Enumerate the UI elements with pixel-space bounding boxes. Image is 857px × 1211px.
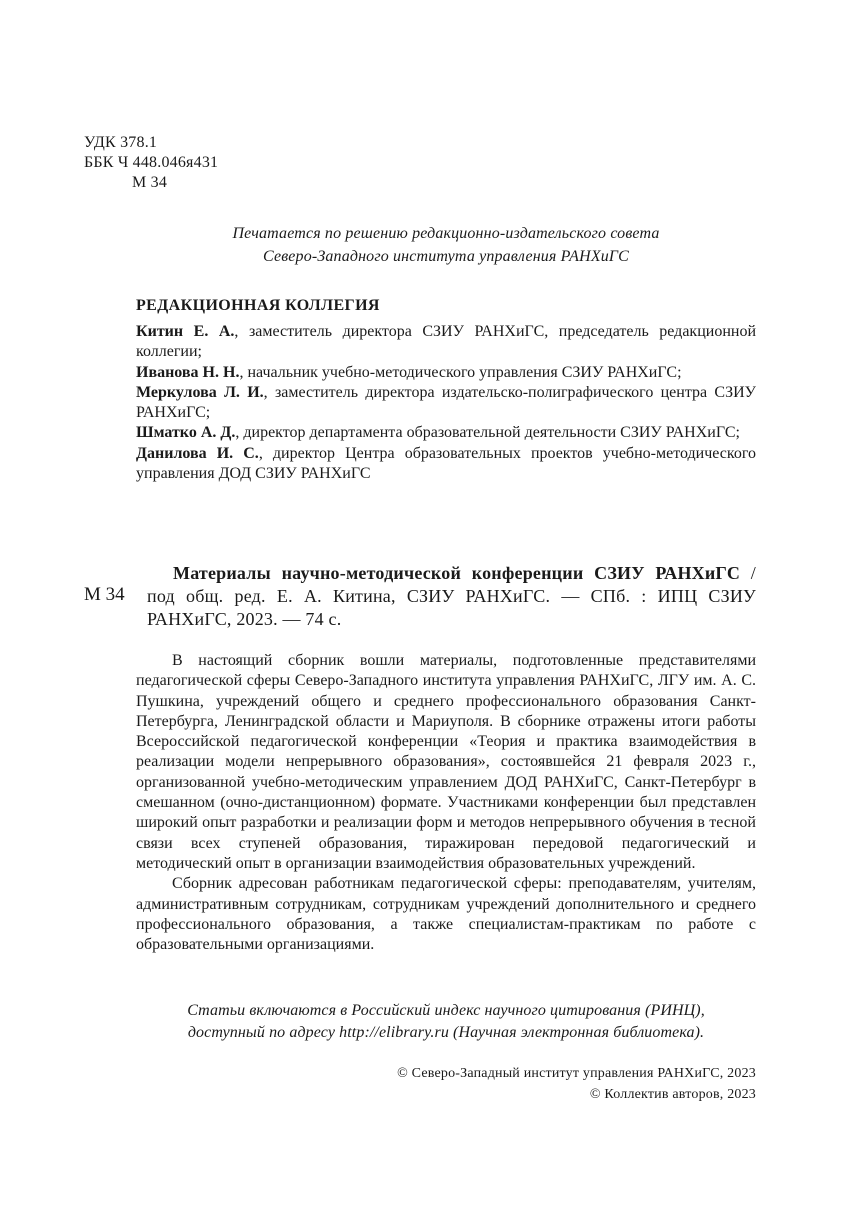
copyright-institute: © Северо-Западный институт управления РАНХиГС, 2023 xyxy=(397,1066,756,1081)
indexing-note xyxy=(136,1000,756,1044)
board-member-role: , директор департамента образовательной деятельности СЗИУ РАНХиГС; xyxy=(235,424,740,442)
publication-decision-line-1: Печатается по решению редакционно-издательского совета xyxy=(232,225,660,242)
indexing-note-line-2: доступный по адресу http://elibrary.ru (Научная электронная библиотека). xyxy=(187,1024,705,1041)
udk-label: УДК xyxy=(84,134,116,151)
board-member-name: Данилова И. С. xyxy=(136,444,259,462)
udk-row xyxy=(84,133,218,153)
copyright-authors: © Коллектив авторов, 2023 xyxy=(589,1087,756,1102)
editorial-board-list xyxy=(136,322,756,484)
board-member xyxy=(136,444,756,485)
board-member-role: , заместитель директора СЗИУ РАНХиГС, председатель редакционной коллегии; xyxy=(136,323,757,361)
abstract-paragraph-2: Сборник адресован работникам педагогической сферы: преподавателям, учителям, административным сотрудникам, сотрудникам учреждений дополнительного и среднего профессионального образования, а также специалистам-практикам по работе с образовательными организациями. xyxy=(136,875,756,954)
author-mark: М 34 xyxy=(132,174,168,191)
bbk-label: ББК xyxy=(84,154,114,171)
board-member-name: Меркулова Л. И. xyxy=(136,383,264,401)
udk-value: 378.1 xyxy=(120,134,158,151)
bibliographic-record xyxy=(147,562,756,631)
classification-codes xyxy=(84,133,218,193)
editorial-board-title: РЕДАКЦИОННАЯ КОЛЛЕГИЯ xyxy=(136,297,380,314)
copyright-block xyxy=(397,1063,756,1105)
bibliographic-code: М 34 xyxy=(84,584,125,605)
board-member xyxy=(136,423,756,443)
board-member-role: , начальник учебно-методического управления СЗИУ РАНХиГС; xyxy=(239,363,682,381)
indexing-note-line-1: Статьи включаются в Российский индекс научного цитирования (РИНЦ), xyxy=(187,1002,705,1019)
board-member-name: Шматко А. Д. xyxy=(136,424,236,442)
board-member-name: Иванова Н. Н. xyxy=(136,363,240,381)
board-member xyxy=(136,383,756,424)
abstract-paragraph-1: В настоящий сборник вошли материалы, подготовленные представителями педагогической сферы Северо-Западного института управления РАНХиГС, ЛГУ им. А. С. Пушкина, учреждений общего и среднего профессионального образования Санкт-Петербурга, Ленинградской области и Мариуполя. В сборнике отражены итоги работы Всероссийской педагогической конференции «Теория и практика взаимодействия в реализации модели непрерывного образования», состоявшейся 21 февраля 2023 г., организованной учебно-методическим управлением ДОД РАНХиГС, Санкт-Петербург в смешанном (очно-дистанционном) формате. Участниками конференции был представлен широкий опыт разработки и реализации форм и методов непрерывного обучения в тесной связи всех ступеней образования, тиражирован передовой педагогический и методический опыт в организации взаимодействия образовательных учреждений. xyxy=(136,652,756,872)
bibliographic-details: / под общ. ред. Е. А. Китина, СЗИУ РАНХиГС. — СПб. : ИПЦ СЗИУ РАНХиГС, 2023. — 74 с. xyxy=(147,563,756,629)
board-member xyxy=(136,363,756,383)
bbk-value: Ч 448.046я431 xyxy=(117,154,219,171)
bbk-row xyxy=(84,153,218,173)
board-member-role: , заместитель директора издательско-полиграфического центра СЗИУ РАНХиГС; xyxy=(136,383,756,422)
board-member-role: , директор Центра образовательных проектов учебно-методического управления ДОД СЗИУ РАНХиГС xyxy=(136,444,756,483)
publication-decision xyxy=(136,222,756,268)
board-member xyxy=(136,322,756,363)
abstract xyxy=(136,651,756,955)
bibliographic-title: Материалы научно-методической конференции СЗИУ РАНХиГС xyxy=(173,563,741,583)
board-member-name: Китин Е. А. xyxy=(136,323,235,340)
publication-decision-line-2: Северо-Западного института управления РАНХиГС xyxy=(263,248,629,265)
